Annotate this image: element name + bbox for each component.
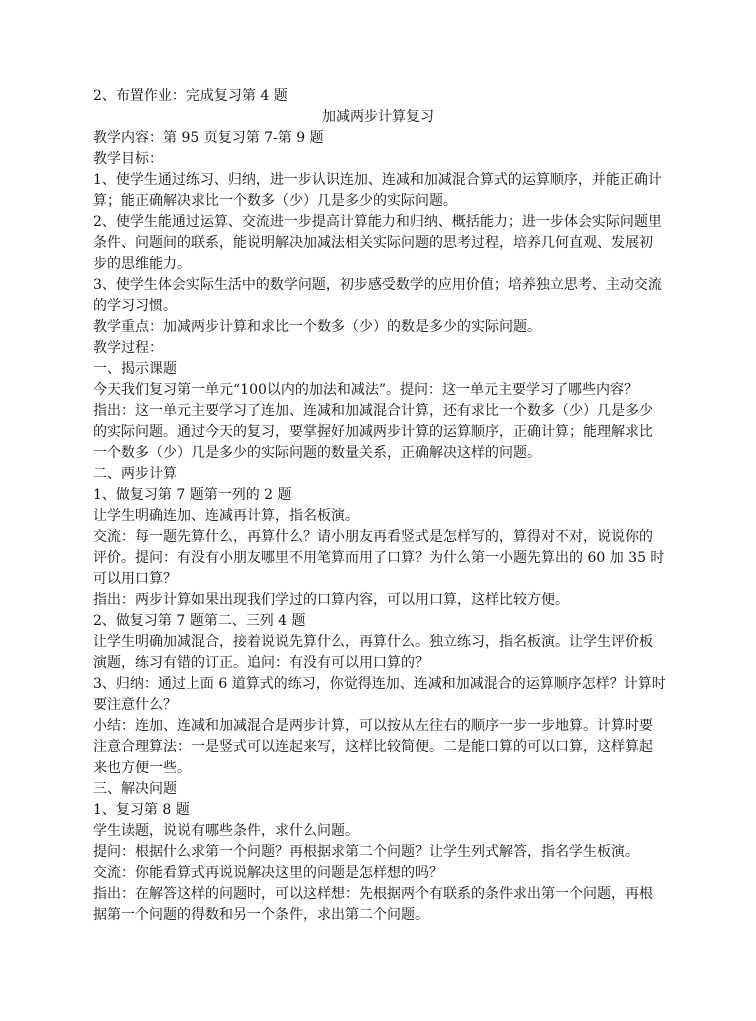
paragraph [93, 590, 663, 611]
paragraph-line: 让学生明确连加、连减再计算，指名板演。 [93, 508, 359, 524]
section-heading: 一、揭示课题 [93, 361, 177, 377]
paragraph [93, 401, 663, 464]
paragraph-line: 学生读题，说说有哪些条件，求什么问题。 [93, 823, 359, 839]
paragraph-line: 1、做复习第 7 题第一列的 2 题 [93, 487, 292, 503]
objective-item-3 [93, 275, 663, 317]
objective-line: 的学习习惯。 [93, 298, 177, 314]
paragraph [93, 842, 663, 863]
objectives-heading: 教学目标： [93, 151, 163, 167]
paragraph-line: 2、做复习第 7 题第二、三列 4 题 [93, 613, 306, 629]
paragraph-line: 交流：你能看算式再说说解决这里的问题是怎样想的吗？ [93, 865, 443, 881]
paragraph-line: 3、归纳：通过上面 6 道算式的练习，你觉得连加、连减和加减混合的运算顺序怎样？计算时 [93, 676, 666, 692]
paragraph [93, 611, 663, 632]
objective-line: 算；能正确解决求比一个数多（少）几是多少的实际问题。 [93, 193, 457, 209]
paragraph [93, 632, 663, 674]
objective-line: 步的思维能力。 [93, 256, 191, 272]
paragraph [93, 506, 663, 527]
paragraph-line: 一个数多（少）几是多少的实际问题的数量关系，正确解决这样的问题。 [93, 445, 541, 461]
section-heading: 二、两步计算 [93, 466, 177, 482]
paragraph [93, 674, 666, 716]
key-point: 教学重点：加减两步计算和求比一个数多（少）的数是多少的实际问题。 [93, 319, 541, 335]
paragraph-line: 小结：连加、连减和加减混合是两步计算，可以按从左往右的顺序一步一步地算。计算时要 [93, 718, 653, 734]
objective-item-2 [93, 212, 663, 275]
paragraph [93, 800, 663, 821]
homework-item: 2、布置作业：完成复习第 4 题 [93, 88, 288, 104]
objective-line: 条件、问题间的联系，能说明解决加减法相关实际问题的思考过程，培养几何直观、发展初 [93, 235, 653, 251]
section-reveal-topic [93, 359, 663, 464]
paragraph-line: 今天我们复习第一单元“100以内的加法和减法”。提问：这一单元主要学习了哪些内容？ [93, 382, 639, 398]
paragraph-line: 指出：在解答这样的问题时，可以这样想：先根据两个有联系的条件求出第一个问题，再根 [93, 886, 653, 902]
paragraph-line: 交流：每一题先算什么，再算什么？请小朋友再看竖式是怎样写的，算得对不对，说说你的 [93, 529, 653, 545]
paragraph-line: 评价。提问：有没有小朋友哪里不用笔算而用了口算？为什么第一小题先算出的 60 加 35 时 [93, 550, 665, 566]
objective-line: 2、使学生能通过运算、交流进一步提高计算能力和归纳、概括能力；进一步体会实际问题里 [93, 214, 662, 230]
objective-item-1 [93, 170, 663, 212]
paragraph-line: 演题，练习有错的订正。追问：有没有可以用口算的？ [93, 655, 429, 671]
teaching-content: 教学内容：第 95 页复习第 7-第 9 题 [93, 130, 324, 146]
paragraph-line: 的实际问题。通过今天的复习，要掌握好加减两步计算的运算顺序，正确计算；能理解求比 [93, 424, 653, 440]
section-heading: 三、解决问题 [93, 781, 177, 797]
paragraph [93, 485, 663, 506]
paragraph-line: 提问：根据什么求第一个问题？再根据求第二个问题？让学生列式解答，指名学生板演。 [93, 844, 639, 860]
objective-line: 3、使学生体会实际生活中的数学问题，初步感受数学的应用价值；培养独立思考、主动交流 [93, 277, 662, 293]
paragraph-line: 可以用口算？ [93, 571, 177, 587]
objective-line: 1、使学生通过练习、归纳，进一步认识连加、连减和加减混合算式的运算顺序，并能正确计 [93, 172, 662, 188]
paragraph-line: 据第一个问题的得数和另一个条件，求出第二个问题。 [93, 907, 429, 923]
document-body [93, 86, 666, 926]
paragraph-line: 要注意什么？ [93, 697, 177, 713]
paragraph [93, 527, 663, 590]
paragraph-line: 1、复习第 8 题 [93, 802, 190, 818]
process-heading: 教学过程： [93, 340, 163, 356]
paragraph-line: 让学生明确加减混合，接着说说先算什么，再算什么。独立练习，指名板演。让学生评价板 [93, 634, 653, 650]
paragraph-line: 来也方便一些。 [93, 760, 191, 776]
paragraph [93, 863, 663, 884]
paragraph [93, 380, 663, 401]
paragraph [93, 716, 663, 779]
paragraph [93, 884, 663, 926]
section-two-step-calculation [93, 464, 666, 779]
lesson-title: 加减两步计算复习 [322, 109, 434, 125]
paragraph-line: 注意合理算法：一是竖式可以连起来写，这样比较简便。二是能口算的可以口算，这样算起 [93, 739, 653, 755]
paragraph-line: 指出：这一单元主要学习了连加、连减和加减混合计算，还有求比一个数多（少）几是多少 [93, 403, 653, 419]
section-solve-problems [93, 779, 663, 926]
paragraph [93, 821, 663, 842]
paragraph-line: 指出：两步计算如果出现我们学过的口算内容，可以用口算，这样比较方便。 [93, 592, 569, 608]
